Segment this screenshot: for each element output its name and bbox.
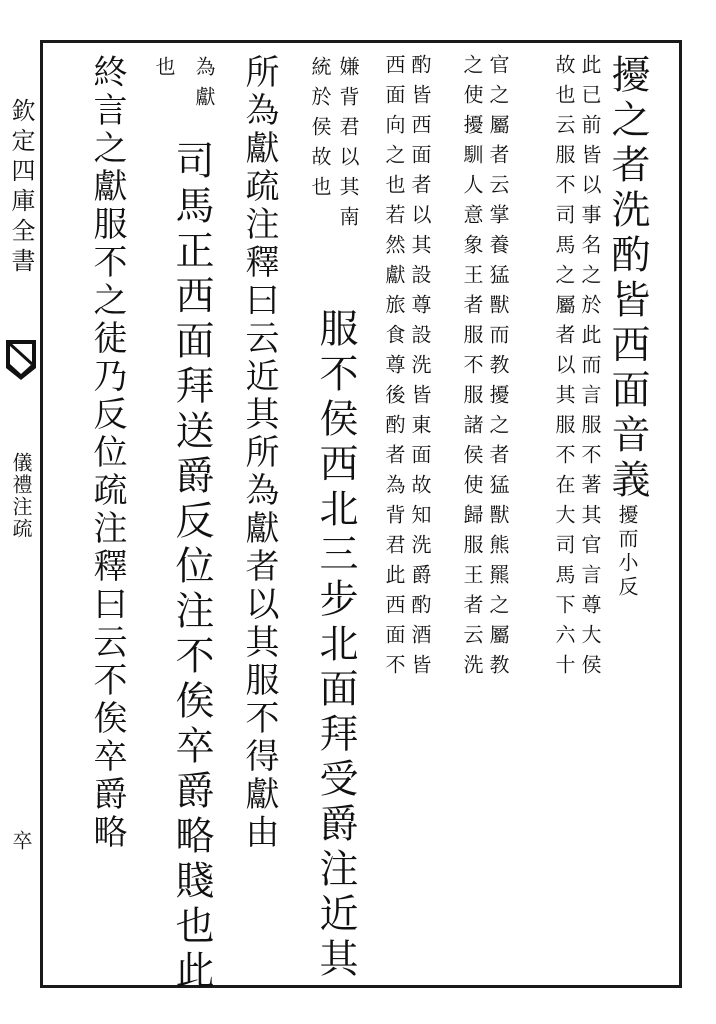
main-text: 終言之獻服不之徒乃反位疏注釋曰云不俟卒爵略 bbox=[87, 54, 127, 852]
commentary-text: 為獻 bbox=[192, 56, 216, 116]
commentary-text: 官之屬者云掌養猛獸而教擾之者猛獸熊羆之屬教 bbox=[486, 54, 510, 684]
commentary-column-5a bbox=[408, 54, 432, 684]
section-title: 儀禮注疏 bbox=[9, 452, 33, 540]
commentary-text: 之使擾馴人意象王者服不服諸侯使歸服王者云洗 bbox=[460, 54, 484, 684]
margin-column bbox=[0, 40, 40, 988]
pronunciation-note: 擾而小反 bbox=[615, 504, 639, 600]
text-column-9 bbox=[168, 140, 214, 995]
main-text: 擾之者洗酌皆西面音義 bbox=[605, 54, 650, 504]
commentary-column-2a bbox=[578, 54, 602, 684]
commentary-column-4a bbox=[486, 54, 510, 684]
main-text: 司馬正西面拜送爵反位注不俟卒爵略賤也此 bbox=[169, 140, 214, 995]
commentary-text: 酌皆西面者以其設尊設洗皆東面故知洗爵酌酒皆 bbox=[408, 54, 432, 684]
commentary-column-7a bbox=[336, 56, 360, 236]
main-text: 服不侯西北三步北面拜受爵注近其 bbox=[313, 308, 358, 983]
main-text: 所為獻疏注釋曰云近其所為獻者以其服不得獻由 bbox=[239, 54, 279, 852]
commentary-column-4b bbox=[460, 54, 484, 684]
book-title: 欽定四庫全書 bbox=[7, 98, 35, 278]
commentary-text: 嫌背君以其南 bbox=[336, 56, 360, 236]
text-column-11 bbox=[84, 54, 130, 852]
commentary-column-2b bbox=[552, 54, 576, 684]
text-column-6 bbox=[312, 308, 358, 983]
text-column-8 bbox=[236, 54, 282, 852]
text-column-1 bbox=[604, 54, 650, 600]
commentary-column-10b bbox=[152, 56, 176, 86]
commentary-text: 西面向之也若然獻旅食尊後酌者為背君此西面不 bbox=[382, 54, 406, 684]
commentary-column-7b bbox=[308, 56, 332, 206]
commentary-column-10a bbox=[192, 56, 216, 116]
commentary-column-5b bbox=[382, 54, 406, 684]
fish-tail-ornament bbox=[4, 340, 38, 382]
commentary-text: 也 bbox=[152, 56, 176, 86]
commentary-text: 故也云服不司馬之屬者以其服不在大司馬下六十 bbox=[552, 54, 576, 684]
commentary-text: 統於侯故也 bbox=[308, 56, 332, 206]
page-number: 卒 bbox=[9, 830, 33, 856]
commentary-text: 此已前皆以事名之於此而言服不著其官言尊大侯 bbox=[578, 54, 602, 684]
